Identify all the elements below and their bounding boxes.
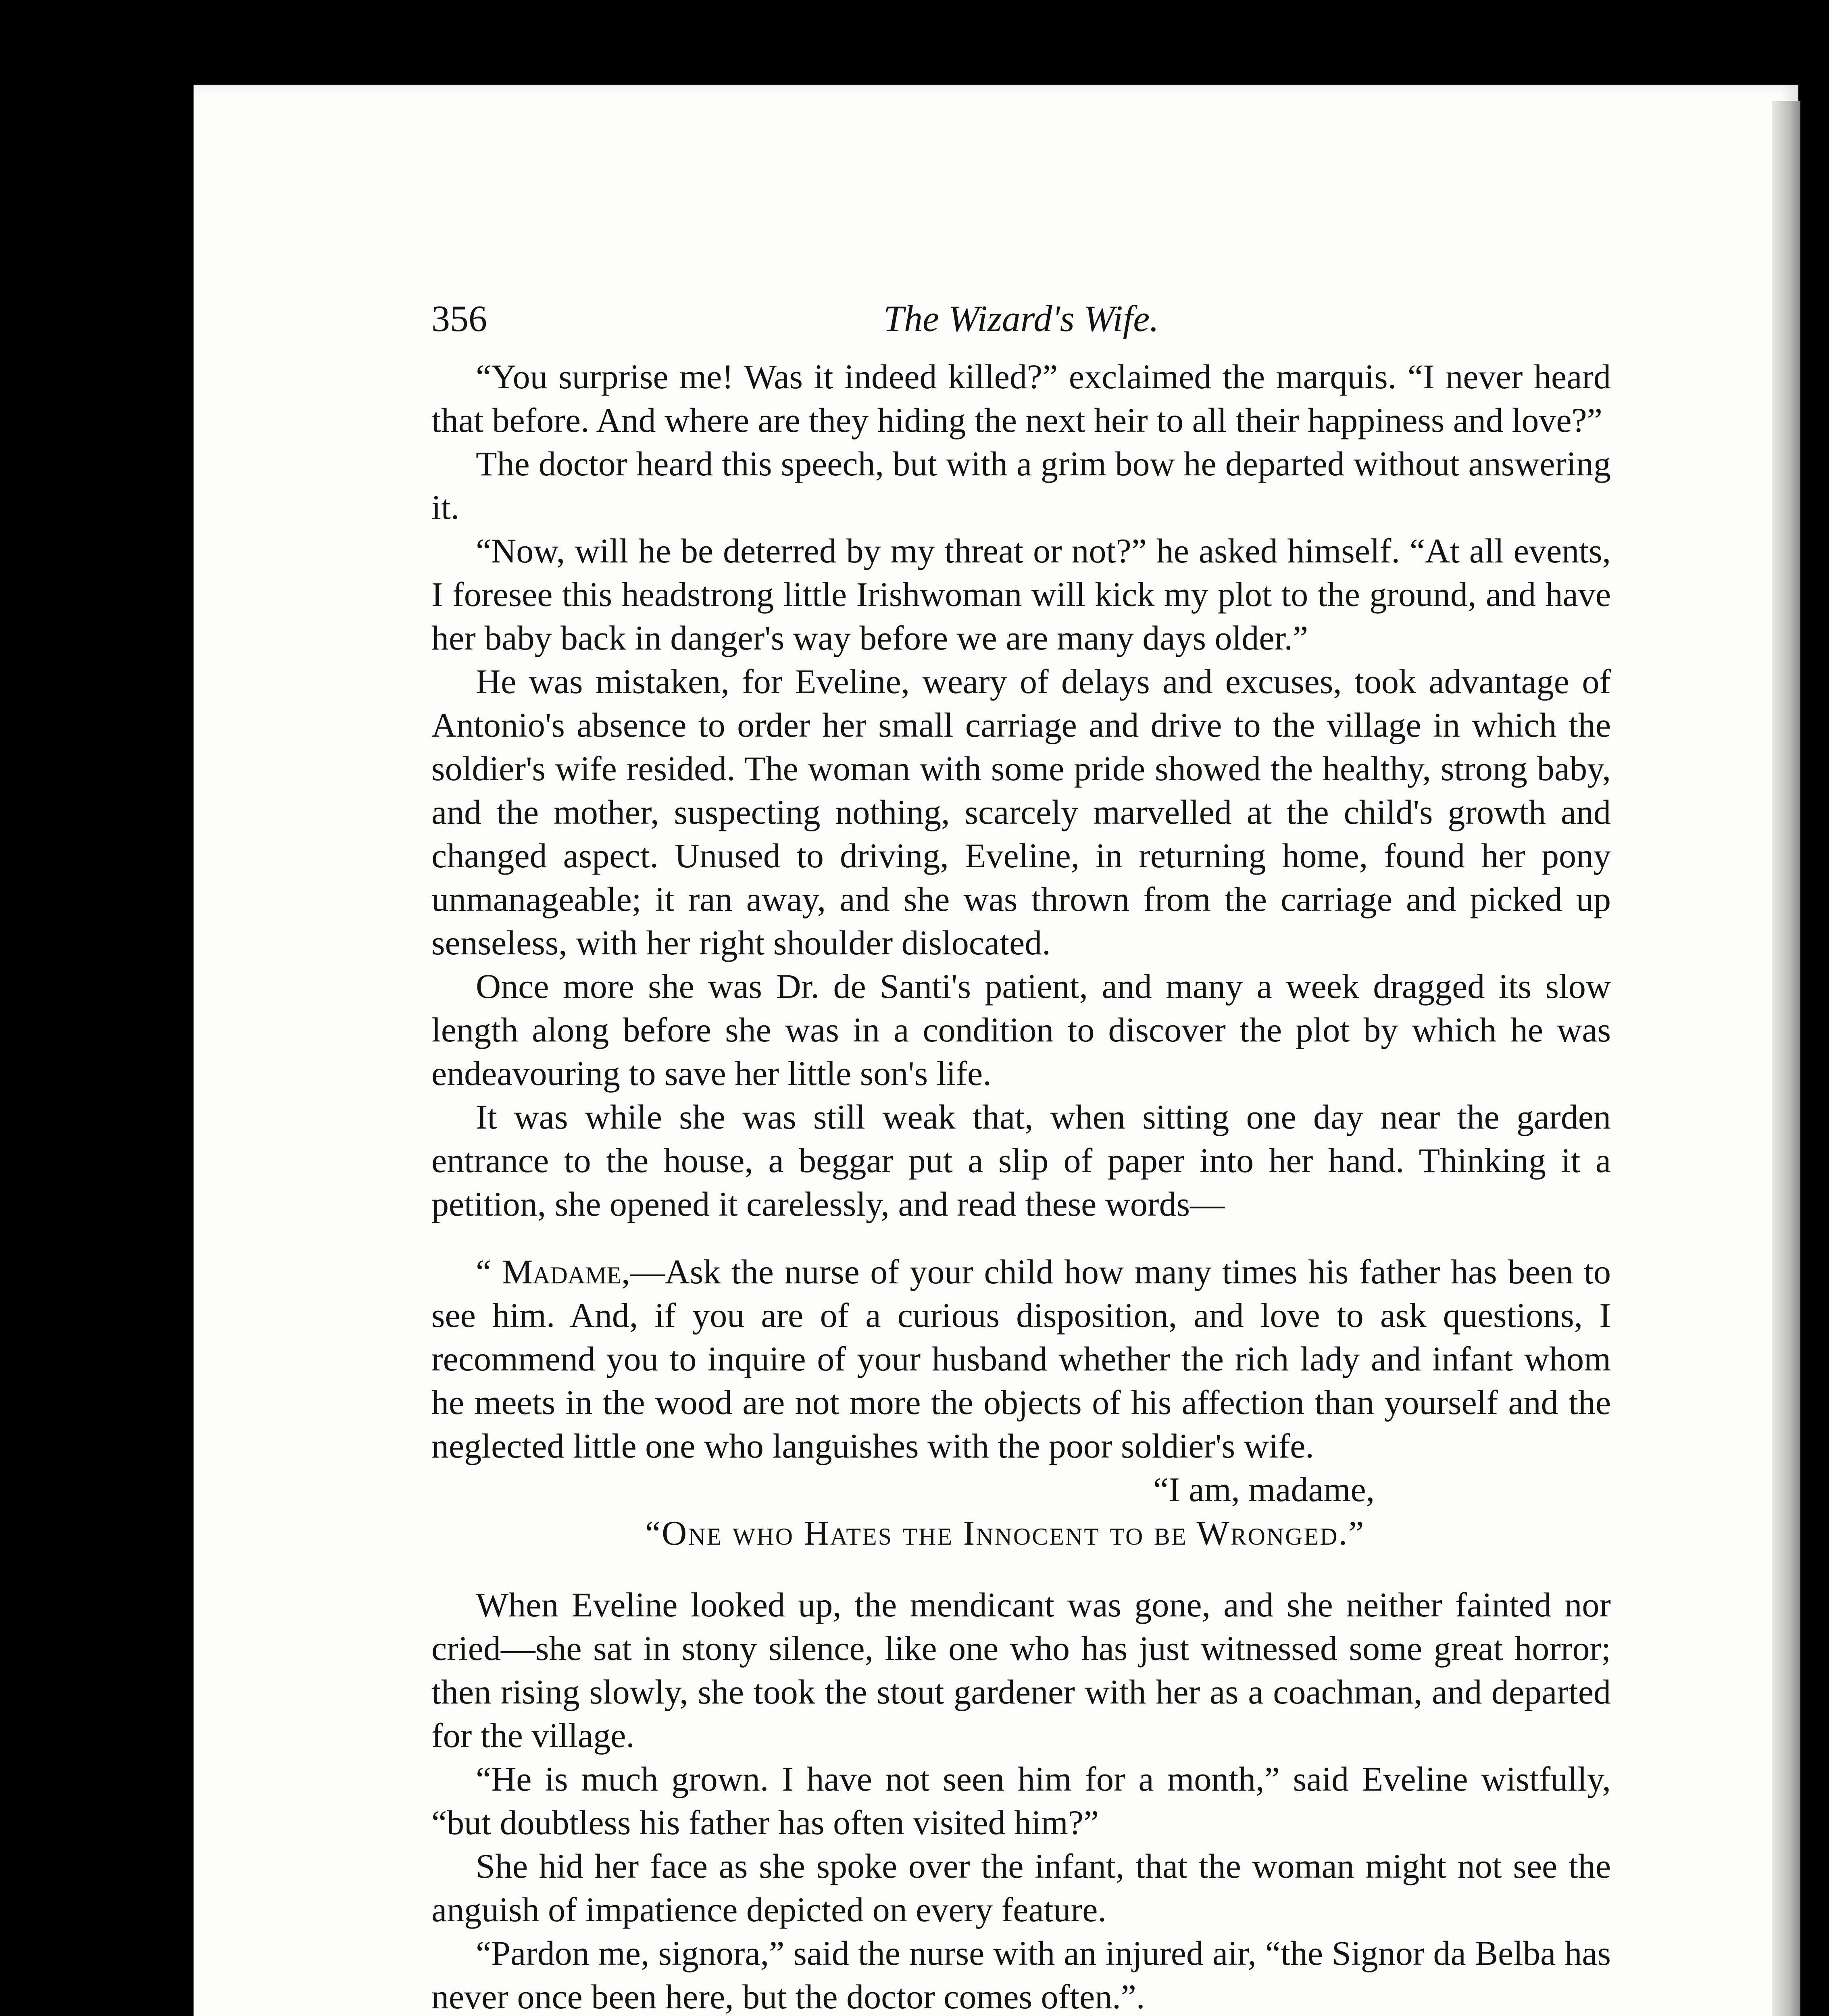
letter-body [431, 1250, 1611, 1468]
running-title: The Wizard's Wife. [883, 298, 1159, 339]
paragraph: “Now, will he be deterred by my threat or not?” he asked himself. “At all events, I foresee this headstrong little Irishwoman will kick my plot to the ground, and have her baby back in danger's way before we are many days older.” [431, 531, 1611, 657]
page-edge-shadow [1772, 101, 1800, 2016]
running-header [431, 290, 1611, 355]
letter-signature: “One who Hates the Innocent to be Wronged.” [645, 1514, 1365, 1552]
letter-block [431, 1250, 1611, 1555]
letter-closing: “I am, madame, [1153, 1470, 1375, 1509]
paragraph: It was while she was still weak that, when sitting one day near the garden entrance to the house, a beggar put a slip of paper into her hand. Thinking it a petition, she opened it carelessly, and read these words— [431, 1098, 1611, 1223]
paragraph: “Pardon me, signora,” said the nurse with an injured air, “the Signor da Belba has never once been here, but the doctor comes often.”. [431, 1934, 1611, 2016]
page-number: 356 [431, 298, 487, 339]
paragraph: She hid her face as she spoke over the infant, that the woman might not see the anguish of impatience depicted on every feature. [431, 1847, 1611, 1929]
letter-text: —Ask the nurse of your child how many times his father has been to see him. And, if you are of a curious disposition, and love to ask questions, I recommend you to inquire of your husband whether the rich lady and infant whom he meets in the wood are not more the objects of his affection than yourself and the neglected little one who languishes with the poor soldier's wife. [431, 1252, 1611, 1465]
paragraph: “You surprise me! Was it indeed killed?” exclaimed the marquis. “I never heard that before. And where are they hiding the next heir to all their happiness and love?” [431, 357, 1611, 439]
paragraph: He was mistaken, for Eveline, weary of delays and excuses, took advantage of Antonio's absence to order her small carriage and drive to the village in which the soldier's wife resided. The woman with some pride showed the healthy, strong baby, and the mother, suspecting nothing, scarcely marvelled at the child's growth and changed aspect. Unused to driving, Eveline, in returning home, found her pony unmanageable; it ran away, and she was thrown from the carriage and picked up senseless, with her right shoulder dislocated. [431, 662, 1611, 962]
paragraph: “He is much grown. I have not seen him for a month,” said Eveline wistfully, “but doubtless his father has often visited him?” [431, 1760, 1611, 1842]
page-body [431, 290, 1611, 2016]
letter-salutation: “ Madame, [476, 1252, 630, 1291]
paragraph: The doctor heard this speech, but with a grim bow he departed without answering it. [431, 444, 1611, 527]
paragraph: Once more she was Dr. de Santi's patient, and many a week dragged its slow length along before she was in a condition to discover the plot by which he was endeavouring to save her little son's life. [431, 967, 1611, 1093]
paragraph: When Eveline looked up, the mendicant was gone, and she neither fainted nor cried—she sat in stony silence, like one who has just witnessed some great horror; then rising slowly, she took the stout gardener with her as a coachman, and departed for the village. [431, 1585, 1611, 1755]
closing-section [431, 1583, 1611, 2016]
